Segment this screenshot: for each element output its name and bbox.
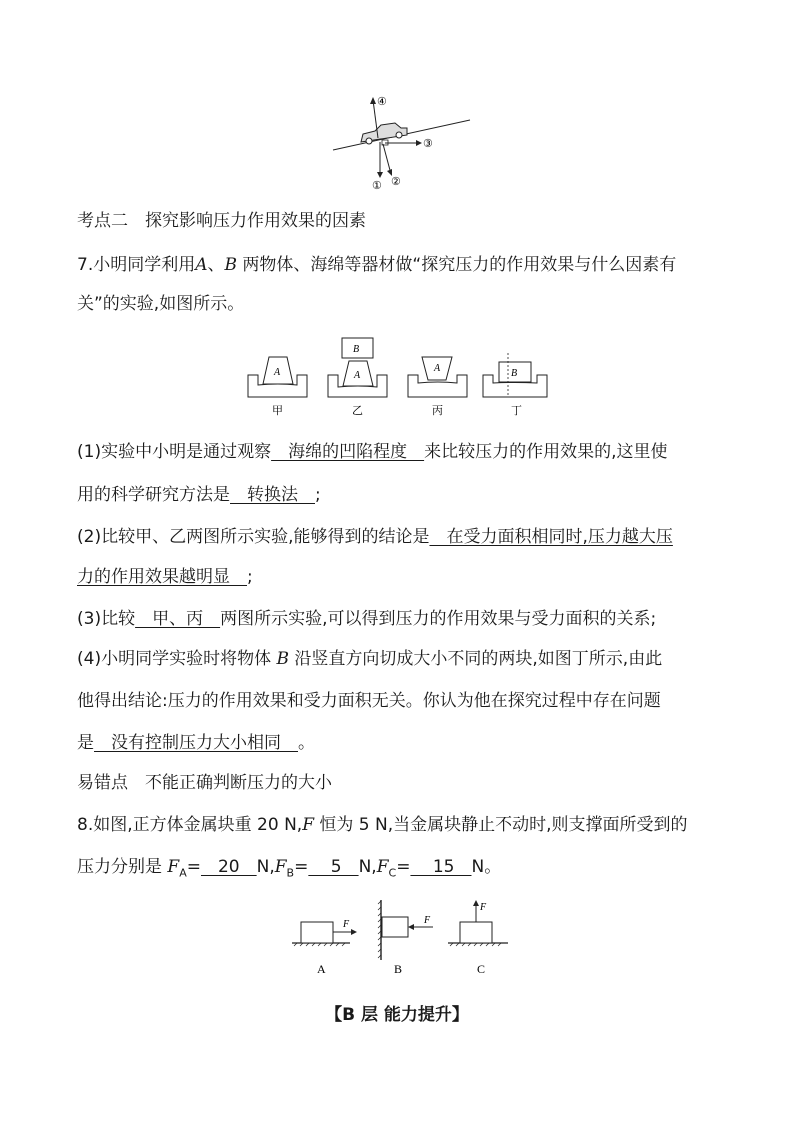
figure-ding <box>483 353 547 417</box>
figure-jia <box>248 357 307 417</box>
q7-p4-line2: 他得出结论:压力的作用效果和受力面积无关。你认为他在探究过程中存在问题 <box>77 691 661 711</box>
q7-p3: (3)比较 甲、丙 两图所示实验,可以得到压力的作用效果与受力面积的关系; <box>77 609 657 629</box>
bing-caption: 丙 <box>432 405 443 417</box>
yi-caption: 乙 <box>352 405 363 417</box>
fig-a-caption: A <box>317 962 326 976</box>
answer-problem: 没有控制压力大小相同 <box>94 733 298 753</box>
figure-a <box>292 919 357 976</box>
q7-p1-line2: 用的科学研究方法是 转换法 ; <box>77 485 321 505</box>
label-3: ③ <box>423 138 433 150</box>
q7-p4-line3: 是 没有控制压力大小相同 。 <box>77 733 315 753</box>
fig-c-caption: C <box>477 962 486 976</box>
sponge-experiment-figure <box>245 335 555 420</box>
q8-line1: 8.如图,正方体金属块重 20 N,F 恒为 5 N,当金属块静止不动时,则支撑面所受到的 <box>77 815 688 835</box>
answer-observation: 海绵的凹陷程度 <box>271 442 425 462</box>
answer-fa: 20 <box>200 857 257 877</box>
q7-p2-line1: (2)比较甲、乙两图所示实验,能够得到的结论是 在受力面积相同时,压力越大压 <box>77 527 673 547</box>
ding-caption: 丁 <box>511 405 522 417</box>
error-point-title: 易错点 不能正确判断压力的大小 <box>77 773 332 793</box>
label-1: ① <box>372 180 382 192</box>
answer-conclusion-part2: 力的作用效果越明显 <box>77 567 247 587</box>
fig-b-f: F <box>424 915 431 926</box>
figure-yi <box>328 338 387 417</box>
q7-line2: 关”的实验,如图所示。 <box>77 294 245 314</box>
section-b-title: 【B 层 能力提升】 <box>325 1005 469 1025</box>
jia-caption: 甲 <box>272 405 283 417</box>
answer-method: 转换法 <box>230 485 315 505</box>
answer-compare: 甲、丙 <box>135 609 221 629</box>
q7-p4-line1: (4)小明同学实验时将物体 B 沿竖直方向切成大小不同的两块,如图丁所示,由此 <box>77 649 663 669</box>
fig-b-caption: B <box>394 962 403 976</box>
metal-block-figure <box>288 898 513 978</box>
fig-a-f: F <box>343 919 350 930</box>
q7-line1: 7.小明同学利用A、B 两物体、海绵等器材做“探究压力的作用效果与什么因素有 <box>77 255 677 275</box>
answer-conclusion-part1: 在受力面积相同时,压力越大压 <box>429 527 673 547</box>
figure-bing <box>408 357 467 417</box>
yi-label-b: B <box>353 344 360 355</box>
answer-fb: 5 <box>308 857 359 877</box>
jia-label-a: A <box>274 367 281 378</box>
figure-c <box>448 900 508 976</box>
fig-c-f: F <box>480 902 487 913</box>
figure-b <box>378 900 433 976</box>
answer-fc: 15 <box>410 857 472 877</box>
q7-p2-line2: 力的作用效果越明显 ; <box>77 567 253 587</box>
q7-p1-line1: (1)实验中小明是通过观察 海绵的凹陷程度 来比较压力的作用效果的,这里使 <box>77 442 668 462</box>
yi-label-a: A <box>354 370 361 381</box>
label-4: ④ <box>377 96 387 108</box>
label-2: ② <box>391 176 401 188</box>
car-slope-figure <box>325 92 475 192</box>
section2-title: 考点二 探究影响压力作用效果的因素 <box>77 211 366 231</box>
ding-label-b: B <box>511 368 518 379</box>
bing-label-a: A <box>434 363 441 374</box>
q8-line2: 压力分别是 $F_A=$ 20 $N,F_B=$ 5 $N,F_C=$ 15 N。 <box>77 857 502 880</box>
